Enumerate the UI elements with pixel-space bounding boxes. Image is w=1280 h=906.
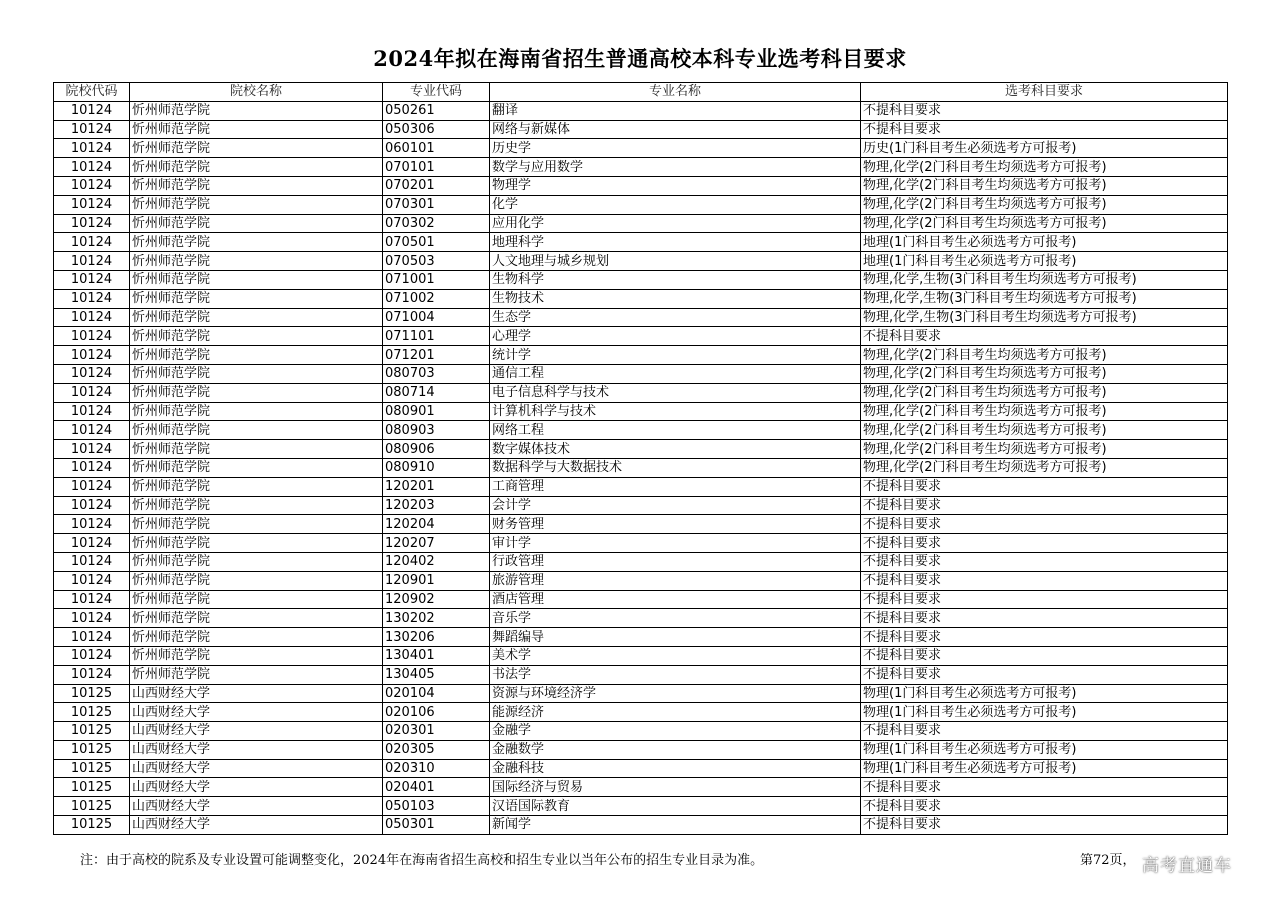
major-code-cell: 120901 xyxy=(383,571,490,590)
major-name-cell: 化学 xyxy=(490,195,861,214)
table-row xyxy=(54,646,1228,665)
major-code-cell: 071101 xyxy=(383,327,490,346)
school-code-cell: 10124 xyxy=(54,346,130,365)
major-name-cell: 金融数学 xyxy=(490,740,861,759)
school-code-cell: 10125 xyxy=(54,684,130,703)
major-code-cell: 020104 xyxy=(383,684,490,703)
major-code-cell: 080901 xyxy=(383,402,490,421)
major-code-cell: 070501 xyxy=(383,233,490,252)
major-code-cell: 120204 xyxy=(383,515,490,534)
table-row xyxy=(54,778,1228,797)
school-name-cell: 忻州师范学院 xyxy=(130,421,383,440)
major-code-cell: 130405 xyxy=(383,665,490,684)
table-row xyxy=(54,289,1228,308)
school-name-cell: 忻州师范学院 xyxy=(130,534,383,553)
major-code-cell: 050301 xyxy=(383,816,490,835)
table-row xyxy=(54,346,1228,365)
school-code-cell: 10125 xyxy=(54,722,130,741)
school-name-cell: 忻州师范学院 xyxy=(130,139,383,158)
major-name-cell: 生物科学 xyxy=(490,270,861,289)
table-row xyxy=(54,684,1228,703)
page-number: 第72页， xyxy=(1080,853,1136,868)
major-code-cell: 071002 xyxy=(383,289,490,308)
major-name-cell: 会计学 xyxy=(490,496,861,515)
major-name-cell: 数据科学与大数据技术 xyxy=(490,458,861,477)
table-header-row xyxy=(54,83,1228,102)
table-row xyxy=(54,195,1228,214)
major-code-cell: 130401 xyxy=(383,646,490,665)
school-name-cell: 山西财经大学 xyxy=(130,703,383,722)
school-name-cell: 忻州师范学院 xyxy=(130,252,383,271)
school-code-cell: 10125 xyxy=(54,816,130,835)
school-code-cell: 10124 xyxy=(54,665,130,684)
school-name-cell: 忻州师范学院 xyxy=(130,289,383,308)
major-name-cell: 统计学 xyxy=(490,346,861,365)
table-row xyxy=(54,421,1228,440)
major-name-cell: 生物技术 xyxy=(490,289,861,308)
major-code-cell: 071004 xyxy=(383,308,490,327)
subject-requirement-cell: 物理,化学(2门科目考生均须选考方可报考) xyxy=(861,176,1228,195)
major-name-cell: 翻译 xyxy=(490,101,861,120)
major-code-cell: 120201 xyxy=(383,477,490,496)
school-code-cell: 10124 xyxy=(54,195,130,214)
subject-requirement-cell: 不提科目要求 xyxy=(861,646,1228,665)
major-code-cell: 050306 xyxy=(383,120,490,139)
school-code-cell: 10125 xyxy=(54,759,130,778)
major-name-cell: 物理学 xyxy=(490,176,861,195)
school-code-cell: 10124 xyxy=(54,496,130,515)
subject-requirement-cell: 不提科目要求 xyxy=(861,327,1228,346)
major-code-cell: 071001 xyxy=(383,270,490,289)
school-name-cell: 忻州师范学院 xyxy=(130,458,383,477)
major-code-cell: 020106 xyxy=(383,703,490,722)
table-row xyxy=(54,233,1228,252)
school-code-cell: 10125 xyxy=(54,703,130,722)
major-name-cell: 数字媒体技术 xyxy=(490,440,861,459)
major-code-cell: 080714 xyxy=(383,383,490,402)
school-code-cell: 10124 xyxy=(54,214,130,233)
major-code-cell: 050103 xyxy=(383,797,490,816)
school-code-cell: 10124 xyxy=(54,440,130,459)
subject-requirement-cell: 不提科目要求 xyxy=(861,778,1228,797)
school-name-cell: 忻州师范学院 xyxy=(130,590,383,609)
header-school-name: 院校名称 xyxy=(130,83,383,102)
header-subject-requirement: 选考科目要求 xyxy=(861,83,1228,102)
school-code-cell: 10124 xyxy=(54,628,130,647)
school-name-cell: 山西财经大学 xyxy=(130,816,383,835)
subject-requirement-cell: 不提科目要求 xyxy=(861,571,1228,590)
table-row xyxy=(54,496,1228,515)
school-name-cell: 忻州师范学院 xyxy=(130,496,383,515)
table-row xyxy=(54,252,1228,271)
school-code-cell: 10125 xyxy=(54,797,130,816)
major-code-cell: 120203 xyxy=(383,496,490,515)
school-name-cell: 忻州师范学院 xyxy=(130,120,383,139)
school-name-cell: 忻州师范学院 xyxy=(130,628,383,647)
major-name-cell: 电子信息科学与技术 xyxy=(490,383,861,402)
major-name-cell: 酒店管理 xyxy=(490,590,861,609)
watermark-text: 高考直通车 xyxy=(1142,856,1232,876)
school-name-cell: 忻州师范学院 xyxy=(130,515,383,534)
school-name-cell: 山西财经大学 xyxy=(130,722,383,741)
table-row xyxy=(54,383,1228,402)
school-name-cell: 忻州师范学院 xyxy=(130,383,383,402)
major-code-cell: 080910 xyxy=(383,458,490,477)
subject-requirement-cell: 不提科目要求 xyxy=(861,534,1228,553)
subject-requirement-cell: 物理(1门科目考生必须选考方可报考) xyxy=(861,703,1228,722)
subject-requirement-cell: 物理,化学(2门科目考生均须选考方可报考) xyxy=(861,383,1228,402)
subject-requirement-cell: 物理(1门科目考生必须选考方可报考) xyxy=(861,684,1228,703)
school-name-cell: 忻州师范学院 xyxy=(130,195,383,214)
school-code-cell: 10124 xyxy=(54,458,130,477)
school-name-cell: 山西财经大学 xyxy=(130,797,383,816)
major-name-cell: 能源经济 xyxy=(490,703,861,722)
school-code-cell: 10124 xyxy=(54,646,130,665)
school-code-cell: 10124 xyxy=(54,101,130,120)
table-row xyxy=(54,628,1228,647)
school-name-cell: 忻州师范学院 xyxy=(130,609,383,628)
major-name-cell: 计算机科学与技术 xyxy=(490,402,861,421)
school-code-cell: 10124 xyxy=(54,327,130,346)
table-row xyxy=(54,609,1228,628)
school-code-cell: 10124 xyxy=(54,289,130,308)
header-major-name: 专业名称 xyxy=(490,83,861,102)
school-name-cell: 忻州师范学院 xyxy=(130,233,383,252)
major-code-cell: 020301 xyxy=(383,722,490,741)
school-code-cell: 10124 xyxy=(54,270,130,289)
major-code-cell: 071201 xyxy=(383,346,490,365)
major-name-cell: 旅游管理 xyxy=(490,571,861,590)
subject-requirement-cell: 不提科目要求 xyxy=(861,628,1228,647)
major-code-cell: 070201 xyxy=(383,176,490,195)
major-code-cell: 130206 xyxy=(383,628,490,647)
major-name-cell: 国际经济与贸易 xyxy=(490,778,861,797)
subject-requirement-cell: 物理,化学,生物(3门科目考生均须选考方可报考) xyxy=(861,270,1228,289)
major-name-cell: 网络工程 xyxy=(490,421,861,440)
school-code-cell: 10124 xyxy=(54,571,130,590)
subject-requirement-cell: 不提科目要求 xyxy=(861,665,1228,684)
major-name-cell: 心理学 xyxy=(490,327,861,346)
major-name-cell: 资源与环境经济学 xyxy=(490,684,861,703)
table-row xyxy=(54,308,1228,327)
major-name-cell: 金融科技 xyxy=(490,759,861,778)
school-code-cell: 10124 xyxy=(54,402,130,421)
school-name-cell: 忻州师范学院 xyxy=(130,158,383,177)
school-code-cell: 10124 xyxy=(54,609,130,628)
table-row xyxy=(54,590,1228,609)
subject-requirement-cell: 物理,化学,生物(3门科目考生均须选考方可报考) xyxy=(861,289,1228,308)
subject-requirement-cell: 物理,化学,生物(3门科目考生均须选考方可报考) xyxy=(861,308,1228,327)
table-row xyxy=(54,214,1228,233)
school-name-cell: 忻州师范学院 xyxy=(130,552,383,571)
school-name-cell: 忻州师范学院 xyxy=(130,308,383,327)
table-row xyxy=(54,722,1228,741)
school-code-cell: 10124 xyxy=(54,233,130,252)
requirements-table xyxy=(53,82,1228,835)
major-code-cell: 020310 xyxy=(383,759,490,778)
table-row xyxy=(54,364,1228,383)
subject-requirement-cell: 不提科目要求 xyxy=(861,609,1228,628)
subject-requirement-cell: 不提科目要求 xyxy=(861,722,1228,741)
subject-requirement-cell: 物理,化学(2门科目考生均须选考方可报考) xyxy=(861,195,1228,214)
major-code-cell: 070101 xyxy=(383,158,490,177)
major-name-cell: 历史学 xyxy=(490,139,861,158)
table-row xyxy=(54,665,1228,684)
table-row xyxy=(54,534,1228,553)
major-name-cell: 舞蹈编导 xyxy=(490,628,861,647)
major-name-cell: 金融学 xyxy=(490,722,861,741)
school-name-cell: 山西财经大学 xyxy=(130,759,383,778)
major-code-cell: 080903 xyxy=(383,421,490,440)
table-row xyxy=(54,176,1228,195)
subject-requirement-cell: 物理,化学(2门科目考生均须选考方可报考) xyxy=(861,458,1228,477)
school-name-cell: 忻州师范学院 xyxy=(130,270,383,289)
school-code-cell: 10124 xyxy=(54,308,130,327)
school-code-cell: 10125 xyxy=(54,740,130,759)
school-code-cell: 10124 xyxy=(54,158,130,177)
major-code-cell: 120402 xyxy=(383,552,490,571)
school-name-cell: 忻州师范学院 xyxy=(130,402,383,421)
table-row xyxy=(54,571,1228,590)
major-code-cell: 070301 xyxy=(383,195,490,214)
major-name-cell: 网络与新媒体 xyxy=(490,120,861,139)
school-name-cell: 山西财经大学 xyxy=(130,684,383,703)
subject-requirement-cell: 不提科目要求 xyxy=(861,590,1228,609)
major-code-cell: 060101 xyxy=(383,139,490,158)
subject-requirement-cell: 物理,化学(2门科目考生均须选考方可报考) xyxy=(861,421,1228,440)
major-code-cell: 080906 xyxy=(383,440,490,459)
school-code-cell: 10124 xyxy=(54,176,130,195)
subject-requirement-cell: 物理(1门科目考生必须选考方可报考) xyxy=(861,740,1228,759)
subject-requirement-cell: 不提科目要求 xyxy=(861,477,1228,496)
table-row xyxy=(54,158,1228,177)
table-row xyxy=(54,270,1228,289)
header-school-code: 院校代码 xyxy=(54,83,130,102)
school-code-cell: 10124 xyxy=(54,590,130,609)
header-major-code: 专业代码 xyxy=(383,83,490,102)
subject-requirement-cell: 不提科目要求 xyxy=(861,120,1228,139)
major-code-cell: 120902 xyxy=(383,590,490,609)
school-code-cell: 10124 xyxy=(54,120,130,139)
school-code-cell: 10124 xyxy=(54,139,130,158)
major-name-cell: 音乐学 xyxy=(490,609,861,628)
subject-requirement-cell: 不提科目要求 xyxy=(861,797,1228,816)
school-code-cell: 10125 xyxy=(54,778,130,797)
school-code-cell: 10124 xyxy=(54,421,130,440)
school-name-cell: 忻州师范学院 xyxy=(130,346,383,365)
table-row xyxy=(54,402,1228,421)
table-row xyxy=(54,703,1228,722)
school-name-cell: 忻州师范学院 xyxy=(130,440,383,459)
school-name-cell: 山西财经大学 xyxy=(130,778,383,797)
subject-requirement-cell: 不提科目要求 xyxy=(861,496,1228,515)
table-row xyxy=(54,139,1228,158)
major-name-cell: 通信工程 xyxy=(490,364,861,383)
school-name-cell: 忻州师范学院 xyxy=(130,214,383,233)
major-code-cell: 070302 xyxy=(383,214,490,233)
school-code-cell: 10124 xyxy=(54,534,130,553)
table-row xyxy=(54,552,1228,571)
subject-requirement-cell: 物理(1门科目考生必须选考方可报考) xyxy=(861,759,1228,778)
table-row xyxy=(54,477,1228,496)
subject-requirement-cell: 不提科目要求 xyxy=(861,552,1228,571)
major-name-cell: 新闻学 xyxy=(490,816,861,835)
school-name-cell: 忻州师范学院 xyxy=(130,477,383,496)
major-name-cell: 审计学 xyxy=(490,534,861,553)
table-row xyxy=(54,759,1228,778)
school-code-cell: 10124 xyxy=(54,383,130,402)
subject-requirement-cell: 物理,化学(2门科目考生均须选考方可报考) xyxy=(861,364,1228,383)
major-name-cell: 汉语国际教育 xyxy=(490,797,861,816)
school-name-cell: 忻州师范学院 xyxy=(130,646,383,665)
major-code-cell: 130202 xyxy=(383,609,490,628)
major-code-cell: 020401 xyxy=(383,778,490,797)
subject-requirement-cell: 物理,化学(2门科目考生均须选考方可报考) xyxy=(861,346,1228,365)
school-code-cell: 10124 xyxy=(54,477,130,496)
subject-requirement-cell: 物理,化学(2门科目考生均须选考方可报考) xyxy=(861,440,1228,459)
major-code-cell: 070503 xyxy=(383,252,490,271)
footer-note: 注：由于高校的院系及专业设置可能调整变化，2024年在海南省招生高校和招生专业以当年公布的招生专业目录为准。 xyxy=(80,853,764,868)
subject-requirement-cell: 物理,化学(2门科目考生均须选考方可报考) xyxy=(861,214,1228,233)
major-name-cell: 书法学 xyxy=(490,665,861,684)
major-name-cell: 地理科学 xyxy=(490,233,861,252)
table-row xyxy=(54,740,1228,759)
table-row xyxy=(54,120,1228,139)
school-code-cell: 10124 xyxy=(54,552,130,571)
major-name-cell: 人文地理与城乡规划 xyxy=(490,252,861,271)
major-name-cell: 美术学 xyxy=(490,646,861,665)
major-code-cell: 050261 xyxy=(383,101,490,120)
major-code-cell: 080703 xyxy=(383,364,490,383)
school-name-cell: 忻州师范学院 xyxy=(130,101,383,120)
major-name-cell: 行政管理 xyxy=(490,552,861,571)
school-name-cell: 忻州师范学院 xyxy=(130,176,383,195)
major-code-cell: 120207 xyxy=(383,534,490,553)
school-name-cell: 忻州师范学院 xyxy=(130,665,383,684)
school-name-cell: 忻州师范学院 xyxy=(130,327,383,346)
school-name-cell: 忻州师范学院 xyxy=(130,364,383,383)
table-row xyxy=(54,515,1228,534)
school-code-cell: 10124 xyxy=(54,364,130,383)
school-name-cell: 忻州师范学院 xyxy=(130,571,383,590)
table-row xyxy=(54,797,1228,816)
table-row xyxy=(54,101,1228,120)
table-row xyxy=(54,458,1228,477)
subject-requirement-cell: 地理(1门科目考生必须选考方可报考) xyxy=(861,233,1228,252)
subject-requirement-cell: 历史(1门科目考生必须选考方可报考) xyxy=(861,139,1228,158)
major-name-cell: 工商管理 xyxy=(490,477,861,496)
table-row xyxy=(54,816,1228,835)
subject-requirement-cell: 物理,化学(2门科目考生均须选考方可报考) xyxy=(861,402,1228,421)
subject-requirement-cell: 物理,化学(2门科目考生均须选考方可报考) xyxy=(861,158,1228,177)
major-code-cell: 020305 xyxy=(383,740,490,759)
major-name-cell: 数学与应用数学 xyxy=(490,158,861,177)
school-name-cell: 山西财经大学 xyxy=(130,740,383,759)
school-code-cell: 10124 xyxy=(54,252,130,271)
major-name-cell: 应用化学 xyxy=(490,214,861,233)
major-name-cell: 生态学 xyxy=(490,308,861,327)
subject-requirement-cell: 不提科目要求 xyxy=(861,101,1228,120)
school-code-cell: 10124 xyxy=(54,515,130,534)
major-name-cell: 财务管理 xyxy=(490,515,861,534)
table-body xyxy=(54,101,1228,834)
subject-requirement-cell: 地理(1门科目考生必须选考方可报考) xyxy=(861,252,1228,271)
document-title: 2024年拟在海南省招生普通高校本科专业选考科目要求 xyxy=(373,46,907,71)
subject-requirement-cell: 不提科目要求 xyxy=(861,816,1228,835)
table-row xyxy=(54,440,1228,459)
subject-requirement-cell: 不提科目要求 xyxy=(861,515,1228,534)
table-row xyxy=(54,327,1228,346)
